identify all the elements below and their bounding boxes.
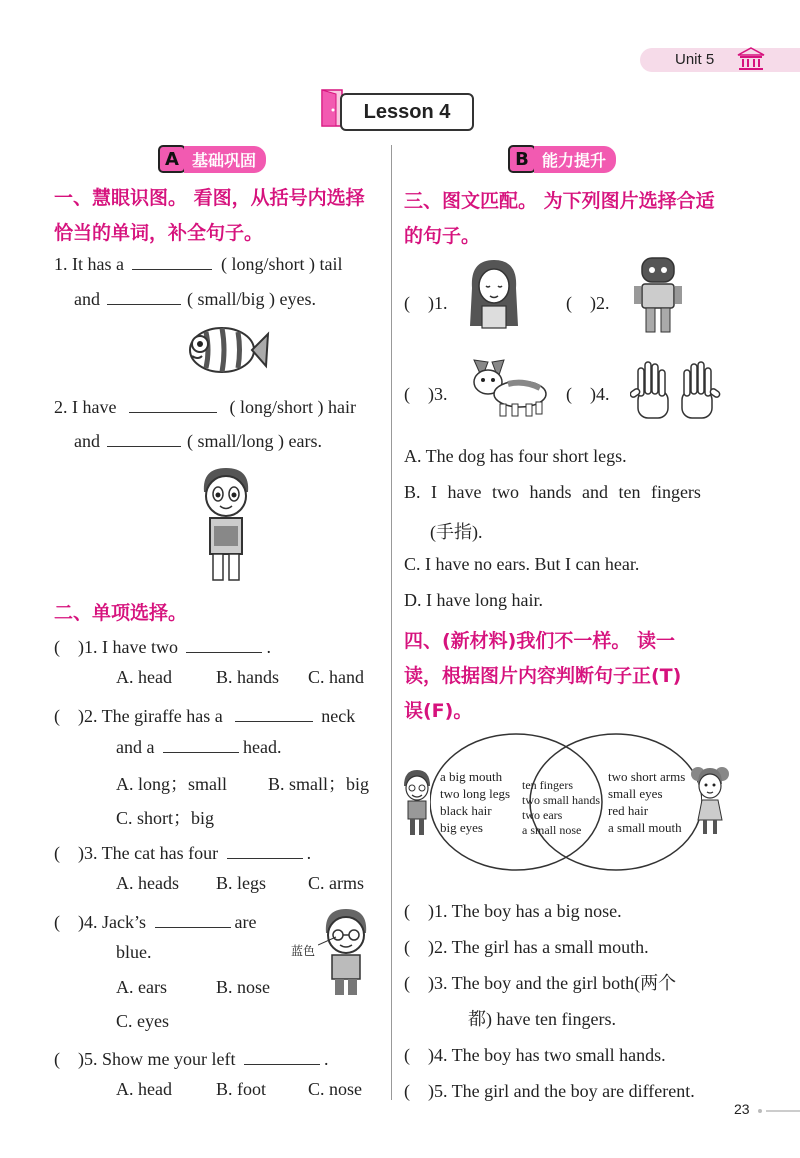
answer-blank[interactable]	[107, 430, 181, 447]
sentence-b-cont: (手指).	[430, 522, 483, 542]
tf-item-3[interactable]: ( )3. The boy and the girl both(两个	[404, 973, 677, 993]
answer-blank[interactable]	[107, 288, 181, 305]
answer-blank[interactable]	[129, 396, 217, 413]
unit-label: Unit 5	[675, 51, 715, 68]
option[interactable]: B. hands	[216, 667, 279, 687]
option[interactable]: B. legs	[216, 873, 267, 893]
tf-item-1[interactable]: ( )1. The boy has a big nose.	[404, 901, 622, 921]
tf-item-4[interactable]: ( )4. The boy has two small hands.	[404, 1045, 666, 1065]
unit-tab	[640, 48, 800, 72]
option[interactable]: A. head	[116, 667, 172, 687]
sentence-d: D. I have long hair.	[404, 590, 543, 610]
option[interactable]: C. nose	[308, 1079, 362, 1099]
option[interactable]: C. arms	[308, 873, 364, 893]
p2-q2-line2: and a head.	[116, 737, 282, 757]
fish-image	[186, 318, 270, 380]
sentence-b: B. I have two hands and ten fingers	[404, 482, 701, 502]
answer-blank[interactable]	[163, 736, 239, 753]
part1-heading-1: 一、慧眼识图。 看图，从括号内选择	[54, 187, 365, 209]
section-a-title: 基础巩固	[184, 146, 266, 173]
answer-blank[interactable]	[155, 911, 231, 928]
jack-image	[318, 905, 374, 997]
match-slot-3[interactable]: ( )3.	[404, 384, 448, 404]
p2-q2: ( )2. The giraffe has a neck	[54, 706, 356, 726]
p2-q3: ( )3. The cat has four .	[54, 843, 312, 863]
p2-q5: ( )5. Show me your left .	[54, 1049, 329, 1069]
match-slot-4[interactable]: ( )4.	[566, 384, 610, 404]
part4-heading-2: 读，根据图片内容判断句子正(T)	[404, 665, 682, 687]
option[interactable]: C. eyes	[116, 1011, 169, 1031]
venn-middle-list: ten fingers two small hands two ears a small nose	[522, 778, 600, 837]
option[interactable]: B. small；big	[268, 774, 370, 794]
page-number: 23	[734, 1101, 750, 1117]
option[interactable]: B. nose	[216, 977, 270, 997]
sentence-a: A. The dog has four short legs.	[404, 446, 627, 466]
sentence-c: C. I have no ears. But I can hear.	[404, 554, 640, 574]
part4-heading-1: 四、(新材料)我们不一样。 读一	[404, 630, 675, 652]
p2-q4-line2: blue.	[116, 942, 152, 962]
q2-line1: 2. I have ( long/short ) hair	[54, 397, 356, 417]
robot-image	[630, 256, 686, 336]
footer-dot	[758, 1109, 762, 1113]
tf-item-2[interactable]: ( )2. The girl has a small mouth.	[404, 937, 649, 957]
blue-label: 蓝色	[291, 944, 316, 958]
footer-rule	[766, 1110, 800, 1112]
p2-q4: ( )4. Jack’s are	[54, 912, 257, 932]
answer-blank[interactable]	[244, 1048, 320, 1065]
part4-heading-3: 误(F)。	[404, 700, 473, 722]
option[interactable]: A. ears	[116, 977, 167, 997]
q2-line2: and ( small/long ) ears.	[74, 431, 322, 451]
option[interactable]: C. hand	[308, 667, 364, 687]
dog-image	[468, 356, 550, 422]
tf-item-3-cont: 都) have ten fingers.	[468, 1009, 616, 1029]
building-icon	[736, 46, 766, 72]
part2-heading: 二、单项选择。	[54, 602, 188, 624]
match-slot-2[interactable]: ( )2.	[566, 293, 610, 313]
long-hair-girl-image	[464, 258, 522, 332]
option[interactable]: A. head	[116, 1079, 172, 1099]
part3-heading-1: 三、图文匹配。 为下列图片选择合适	[404, 190, 715, 212]
option[interactable]: C. short；big	[116, 808, 215, 828]
q1-line2: and ( small/big ) eyes.	[74, 289, 316, 309]
girl-small-image	[690, 764, 730, 836]
lesson-title: Lesson 4	[340, 93, 474, 131]
section-b-letter: B	[508, 145, 536, 173]
option[interactable]: B. foot	[216, 1079, 267, 1099]
boy-image	[196, 462, 256, 586]
option[interactable]: A. long；small	[116, 774, 227, 794]
part1-heading-2: 恰当的单词，补全句子。	[54, 222, 264, 244]
hands-image	[630, 360, 722, 422]
section-a-letter: A	[158, 145, 186, 173]
venn-left-list: a big mouth two long legs black hair big eyes	[440, 769, 511, 835]
option[interactable]: A. heads	[116, 873, 179, 893]
p2-q1: ( )1. I have two .	[54, 637, 271, 657]
part3-heading-2: 的句子。	[404, 225, 481, 247]
match-slot-1[interactable]: ( )1.	[404, 293, 448, 313]
venn-right-list: two short arms small eyes red hair a small mouth	[608, 769, 686, 835]
tf-item-5[interactable]: ( )5. The girl and the boy are different.	[404, 1081, 695, 1101]
answer-blank[interactable]	[227, 842, 303, 859]
answer-blank[interactable]	[132, 253, 212, 270]
column-divider	[391, 145, 392, 1100]
answer-blank[interactable]	[235, 705, 313, 722]
section-b-title: 能力提升	[534, 146, 616, 173]
answer-blank[interactable]	[186, 636, 262, 653]
boy-small-image	[400, 768, 434, 838]
section-a-badge	[158, 145, 266, 173]
q1-line1: 1. It has a ( long/short ) tail	[54, 254, 343, 274]
section-b-badge	[508, 145, 616, 173]
